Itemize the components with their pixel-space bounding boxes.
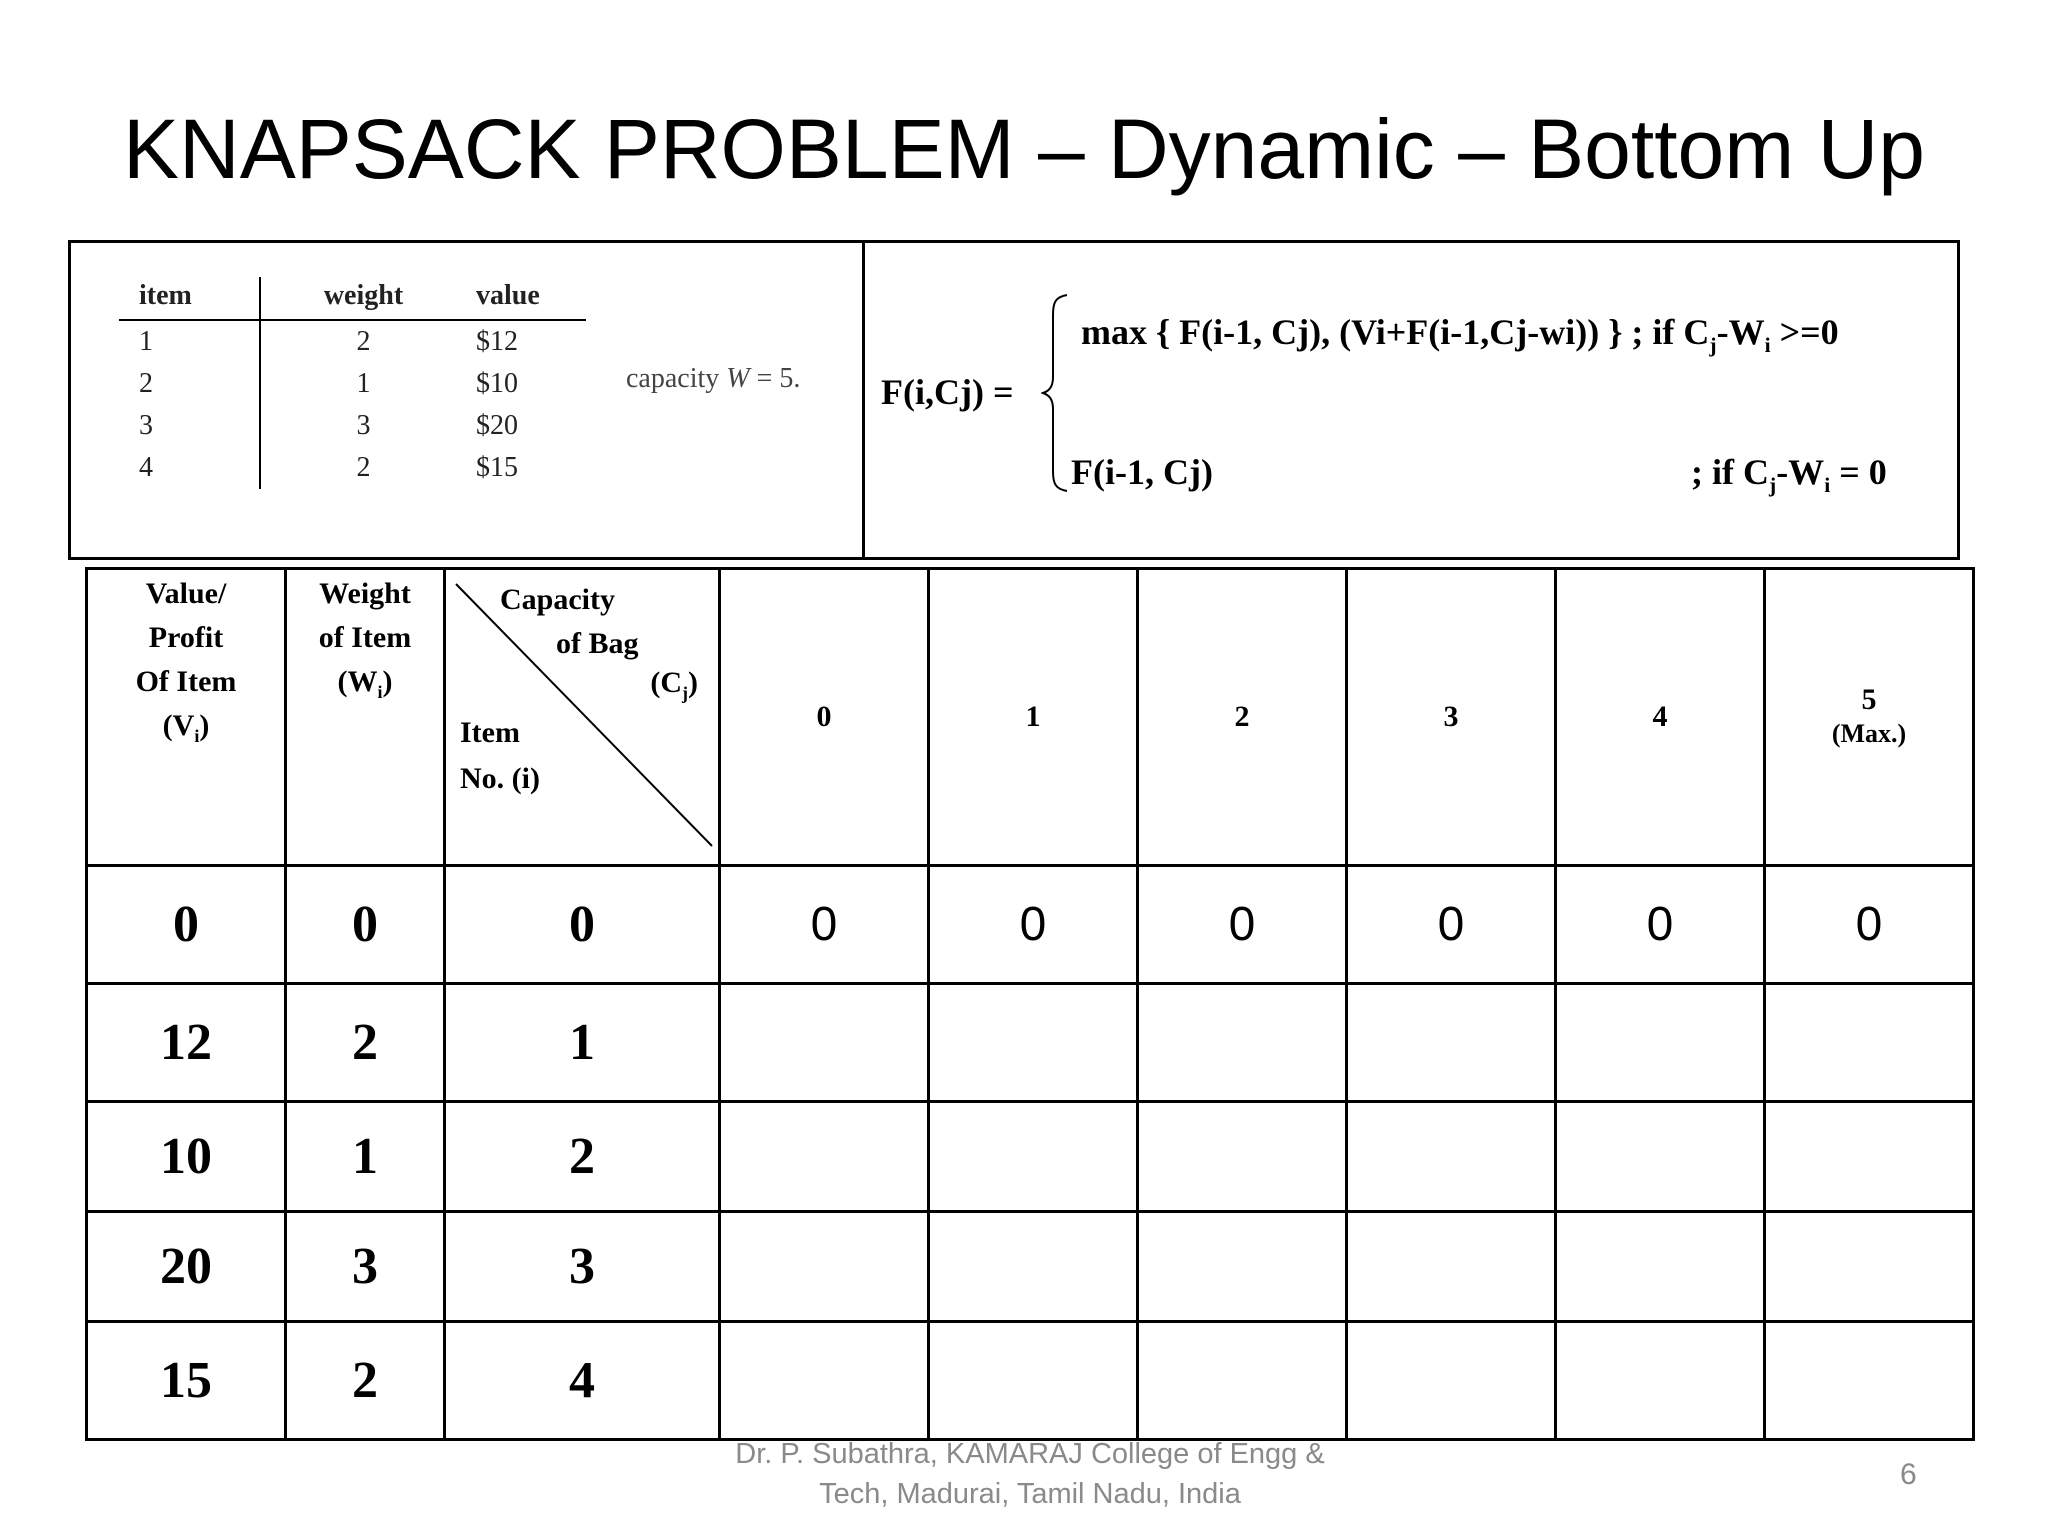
dp-cell [929, 1322, 1138, 1440]
formula-case-max [1081, 311, 1839, 358]
item-value: $15 [476, 452, 518, 483]
item-weight: 2 [260, 320, 466, 363]
header-capacity-4: 4 [1556, 569, 1765, 866]
items-table-row [119, 320, 586, 363]
dp-cell [1765, 1322, 1974, 1440]
dp-cell: 0 [1347, 866, 1556, 984]
header-value-l2: Profit [148, 621, 224, 654]
header-item-l2: No. (i) [460, 762, 540, 795]
header-cj-close: ) [688, 666, 698, 699]
formula-condition-end: = 0 [1830, 452, 1887, 492]
capacity-value: = 5. [749, 363, 801, 394]
dp-cell [1556, 1322, 1765, 1440]
dp-row-2 [87, 1102, 1974, 1212]
header-capacity-5 [1765, 569, 1974, 866]
header-capacity-item-diagonal [445, 569, 720, 866]
dp-cell [1765, 1102, 1974, 1212]
item-weight: 1 [260, 363, 466, 405]
header-weight [286, 569, 445, 866]
header-item-label [460, 710, 540, 802]
dp-cell: 0 [1765, 866, 1974, 984]
formula-minus-w: -W [1776, 452, 1825, 492]
header-cj-sub: j [682, 683, 688, 703]
header-capacity-l1: Capacity [500, 583, 615, 616]
capacity-note [626, 363, 800, 395]
row-value: 0 [87, 866, 286, 984]
header-item-l1: Item [460, 716, 520, 749]
header-weight-l1: Weight [319, 577, 411, 610]
header-weight-sub: i [377, 682, 383, 702]
header-weight-l3 [287, 660, 443, 714]
dp-cell [720, 1322, 929, 1440]
row-weight: 0 [286, 866, 445, 984]
footer-line-1: Dr. P. Subathra, KAMARAJ College of Engg & [735, 1438, 1325, 1470]
dp-cell [1138, 1322, 1347, 1440]
row-item: 4 [445, 1322, 720, 1440]
page-number: 6 [1900, 1458, 1917, 1491]
capacity-prefix: capacity [626, 363, 727, 394]
header-capacity-5-value: 5 [1861, 683, 1877, 716]
dp-row-1 [87, 984, 1974, 1102]
items-table-row [119, 405, 586, 447]
vertical-divider [862, 243, 865, 557]
item-value: $12 [476, 326, 518, 357]
dp-cell [1556, 1212, 1765, 1322]
header-value-sub: i [194, 726, 200, 746]
item-number: 2 [139, 368, 153, 399]
item-number: 1 [139, 326, 153, 357]
items-table-row [119, 447, 586, 489]
row-item: 0 [445, 866, 720, 984]
formula-sub-i: i [1824, 473, 1831, 498]
dp-cell [720, 1212, 929, 1322]
dp-row-3 [87, 1212, 1974, 1322]
row-item: 3 [445, 1212, 720, 1322]
formula-cond2-text: ; if C [1691, 452, 1769, 492]
dp-cell [1765, 1212, 1974, 1322]
dp-cell [1556, 984, 1765, 1102]
dp-cell [720, 984, 929, 1102]
slide-footer [700, 1434, 1360, 1514]
header-value-l3: Of Item [135, 665, 237, 698]
dp-cell: 0 [1138, 866, 1347, 984]
dp-cell [1138, 1212, 1347, 1322]
dp-row-0 [87, 866, 1974, 984]
dp-cell: 0 [1556, 866, 1765, 984]
dp-cell [1347, 984, 1556, 1102]
item-number: 3 [139, 410, 153, 441]
header-weight-l2: of Item [318, 621, 412, 654]
dp-cell: 0 [929, 866, 1138, 984]
row-weight: 2 [286, 1322, 445, 1440]
formula-condition-end: >=0 [1770, 312, 1839, 352]
row-item: 1 [445, 984, 720, 1102]
formula-case-skip: F(i-1, Cj) [1071, 452, 1213, 492]
formula-lhs: F(i,Cj) = [881, 372, 1014, 412]
item-weight: 3 [260, 405, 466, 447]
footer-line-2: Tech, Madurai, Tamil Nadu, India [819, 1478, 1241, 1510]
items-header-item: item [119, 277, 260, 320]
items-header-value: value [466, 277, 586, 320]
dp-cell [929, 1212, 1138, 1322]
capacity-variable: W [726, 363, 750, 394]
header-capacity-l2: of Bag [556, 627, 639, 660]
header-capacity-3: 3 [1347, 569, 1556, 866]
row-weight: 2 [286, 984, 445, 1102]
header-max-label: (Max.) [1831, 719, 1907, 748]
formula-sub-j: j [1768, 473, 1777, 498]
header-weight-symbol: (W [337, 665, 378, 698]
header-capacity-1: 1 [929, 569, 1138, 866]
dp-cell [929, 984, 1138, 1102]
dp-cell [720, 1102, 929, 1212]
problem-definition-box [68, 240, 1960, 560]
formula-minus-w: -W [1716, 312, 1765, 352]
dp-row-4 [87, 1322, 1974, 1440]
header-value-profit [87, 569, 286, 866]
row-value: 10 [87, 1102, 286, 1212]
header-value-l1: Value/ [145, 577, 227, 610]
header-value-symbol: (V [162, 709, 195, 742]
dp-cell [1347, 1212, 1556, 1322]
left-brace [1041, 293, 1071, 493]
items-table-row [119, 363, 586, 405]
dp-cell [1765, 984, 1974, 1102]
formula-sub-j: j [1709, 333, 1717, 358]
header-capacity-0: 0 [720, 569, 929, 866]
header-value-close: ) [199, 709, 210, 742]
dp-cell [1138, 984, 1347, 1102]
header-capacity-label [500, 578, 639, 666]
slide-title: KNAPSACK PROBLEM – Dynamic – Bottom Up [123, 102, 1925, 196]
item-number: 4 [139, 452, 153, 483]
dp-cell: 0 [720, 866, 929, 984]
dp-table [85, 567, 1975, 1441]
row-value: 20 [87, 1212, 286, 1322]
item-value: $20 [476, 410, 518, 441]
dp-cell [929, 1102, 1138, 1212]
row-weight: 3 [286, 1212, 445, 1322]
dp-header-row [87, 569, 1974, 866]
header-cj-open: (C [650, 666, 682, 699]
items-header-weight: weight [260, 277, 466, 320]
row-value: 15 [87, 1322, 286, 1440]
items-table [119, 277, 586, 489]
dp-cell [1138, 1102, 1347, 1212]
items-table-header [119, 277, 586, 320]
dp-cell [1556, 1102, 1765, 1212]
row-weight: 1 [286, 1102, 445, 1212]
row-item: 2 [445, 1102, 720, 1212]
header-weight-close: ) [382, 665, 393, 698]
formula-case-skip-condition [1691, 451, 1887, 498]
header-capacity-symbol [650, 666, 698, 704]
dp-cell [1347, 1102, 1556, 1212]
header-value-l4 [88, 704, 284, 758]
item-value: $10 [476, 368, 518, 399]
formula-case-max-text: max { F(i-1, Cj), (Vi+F(i-1,Cj-wi)) } ; if C [1081, 312, 1710, 352]
header-capacity-2: 2 [1138, 569, 1347, 866]
item-weight: 2 [260, 447, 466, 489]
row-value: 12 [87, 984, 286, 1102]
dp-cell [1347, 1322, 1556, 1440]
formula-sub-i: i [1764, 333, 1771, 358]
